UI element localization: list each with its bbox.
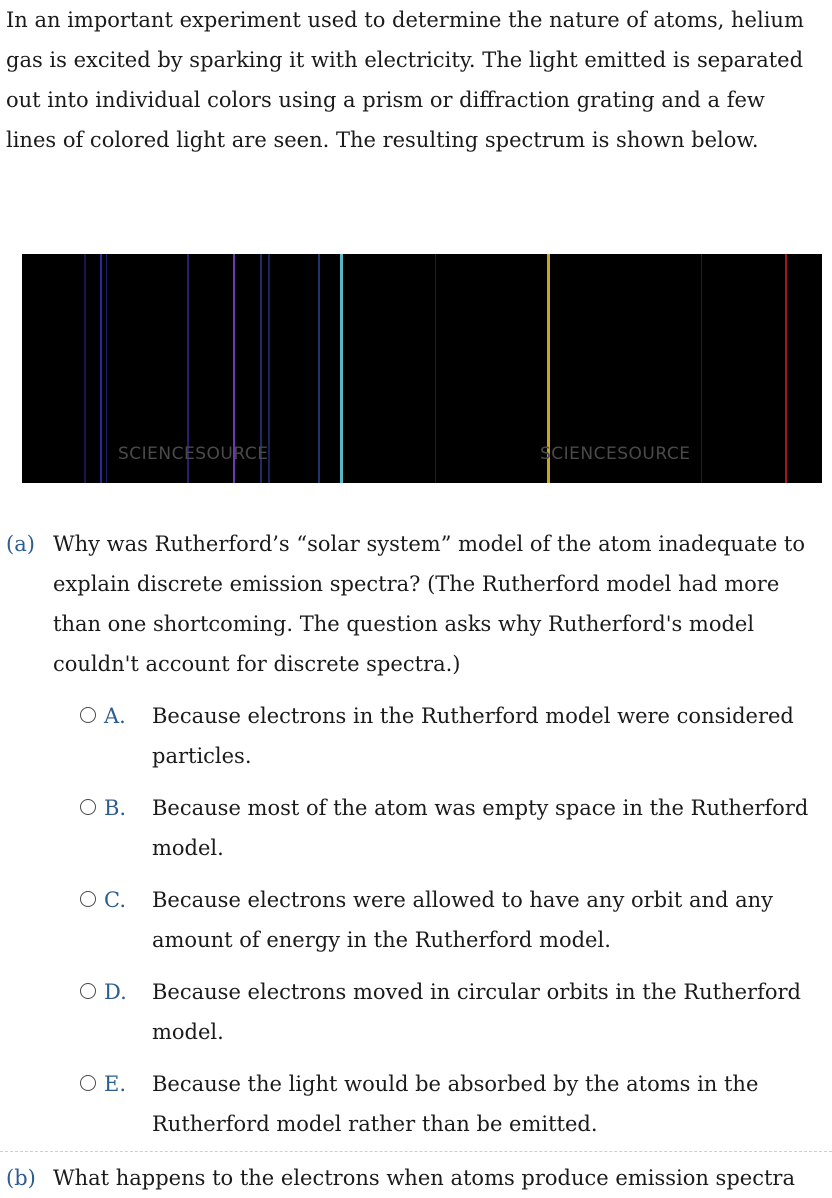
spectral-line-cyan — [340, 254, 343, 483]
option-e-letter: E. — [104, 1072, 127, 1096]
spectral-line-green-faint — [435, 254, 436, 483]
spectral-line-orange-faint — [701, 254, 702, 483]
option-e-text: Because the light would be absorbed by the atoms in the Rutherford model rather than be emitted. — [152, 1072, 759, 1136]
option-b-text: Because most of the atom was empty space in the Rutherford model. — [152, 796, 809, 860]
question-a-label: (a) — [6, 532, 35, 556]
watermark-left: SCIENCESOURCE — [118, 444, 269, 464]
radio-button-c[interactable] — [80, 891, 96, 907]
radio-button-a[interactable] — [80, 707, 96, 723]
option-c-letter: C. — [104, 888, 126, 912]
helium-spectrum-image — [22, 254, 822, 483]
spectral-line-violet-faint — [84, 254, 86, 483]
option-b-letter: B. — [104, 796, 127, 820]
spectral-line-violet — [100, 254, 102, 483]
radio-button-b[interactable] — [80, 799, 96, 815]
question-a-text: Why was Rutherford’s “solar system” model of the atom inadequate to explain discrete emission spectra? (The Rutherford model had more than one shortcoming. The question asks why Rutherford's model couldn't account for discrete spectra.) — [53, 532, 806, 676]
radio-button-e[interactable] — [80, 1075, 96, 1091]
spectral-line-violet-2 — [106, 254, 107, 483]
intro-paragraph: In an important experiment used to determine the nature of atoms, helium gas is excited by sparking it with electricity. The light emitted is separated out into individual colors using a prism or diffraction grating and a few lines of colored light are seen. The resulting spectrum is shown below. — [6, 8, 804, 152]
spectral-line-blue — [318, 254, 320, 483]
option-c-text: Because electrons were allowed to have any orbit and any amount of energy in the Rutherford model. — [152, 888, 774, 952]
question-b-label: (b) — [6, 1166, 36, 1190]
spectral-line-red — [785, 254, 787, 483]
option-a-text: Because electrons in the Rutherford model were considered particles. — [152, 704, 794, 768]
radio-button-d[interactable] — [80, 983, 96, 999]
section-divider — [0, 1151, 832, 1152]
watermark-right: SCIENCESOURCE — [540, 444, 691, 464]
option-d-letter: D. — [104, 980, 127, 1004]
option-a-letter: A. — [104, 704, 126, 728]
option-d-text: Because electrons moved in circular orbits in the Rutherford model. — [152, 980, 801, 1044]
question-b-text: What happens to the electrons when atoms produce emission spectra — [53, 1166, 795, 1190]
